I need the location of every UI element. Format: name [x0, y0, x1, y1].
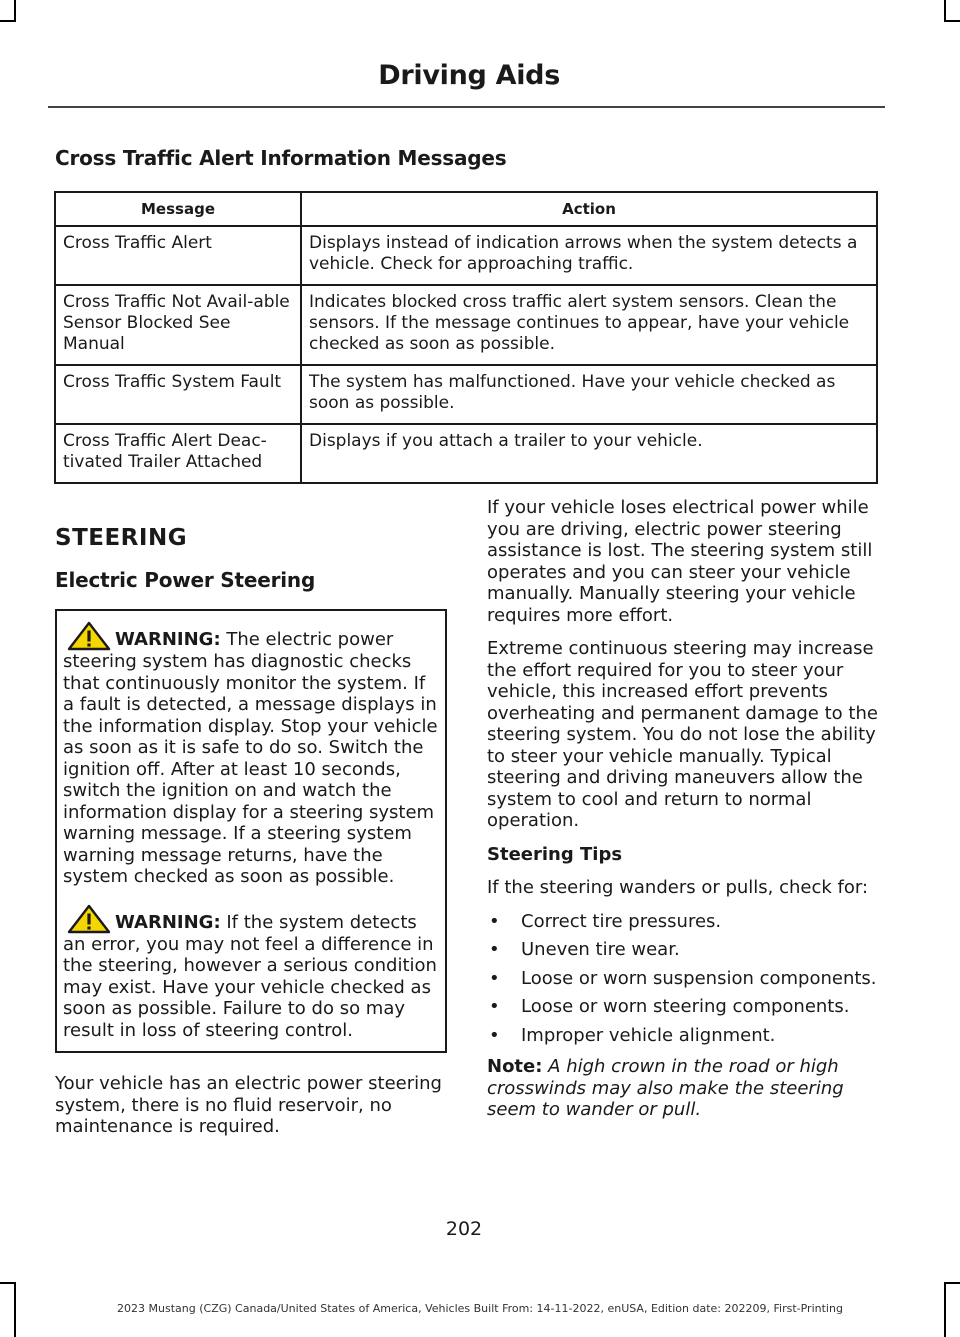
crop-mark-top-left-vertical: [14, 0, 16, 22]
eps-intro-paragraph: Your vehicle has an electric power steering system, there is no fluid reservoir, no maintenance is required.: [55, 1073, 442, 1137]
warning-text: The electric power steering system has diagnostic checks that continuously monitor the system. If a fault is detected, a message displays in the information display. Stop your vehicle as soon as it is safe to do so. Switch the ignition off. After at least 10 seconds, switch the ignition on and watch the information display for a steering system warning message. If a steering system warning message returns, have the system checked as soon as possible.: [63, 629, 438, 887]
table-row: [55, 285, 877, 365]
steering-tips-heading: Steering Tips: [487, 843, 623, 865]
action-cell: Displays instead of indication arrows when the system detects a vehicle. Check for approaching traffic.: [301, 226, 877, 285]
warning-paragraph: [63, 904, 439, 1042]
page-header-title: Driving Aids: [378, 60, 560, 91]
footer-edition-line: 2023 Mustang (CZG) Canada/United States of America, Vehicles Built From: 14-11-2022, enUSA, Edition date: 202209, First-Printing: [117, 1302, 843, 1315]
table-row: [55, 424, 877, 483]
crop-mark-top-left-horizontal: [0, 20, 16, 22]
table-row: [55, 365, 877, 424]
crop-mark-bottom-left-horizontal: [0, 1282, 16, 1284]
steering-tips-intro: If the steering wanders or pulls, check for:: [487, 877, 869, 898]
crop-mark-bottom-right-horizontal: [944, 1282, 960, 1284]
cta-section-title: Cross Traffic Alert Information Messages: [55, 146, 507, 170]
column-header-message: Message: [55, 192, 301, 226]
cta-messages-table: [54, 191, 878, 484]
left-column: [55, 525, 447, 1150]
list-item: [487, 939, 880, 961]
steering-tips-list: [487, 911, 880, 1047]
steering-heading: STEERING: [55, 525, 188, 551]
message-cell: Cross Traffic System Fault: [55, 365, 301, 424]
crop-mark-top-right-vertical: [944, 0, 946, 22]
table-header-row: [55, 192, 877, 226]
warning-label: WARNING:: [115, 629, 221, 650]
message-cell: Cross Traffic Alert Deac-tivated Trailer Attached: [55, 424, 301, 483]
warning-paragraph: [63, 621, 439, 888]
header-rule: [48, 106, 885, 108]
list-item: [487, 968, 880, 990]
warning-triangle-icon: [67, 904, 111, 934]
action-cell: Displays if you attach a trailer to your vehicle.: [301, 424, 877, 483]
list-item: [487, 1025, 880, 1047]
list-item-text: Loose or worn steering components.: [521, 996, 850, 1017]
message-cell: Cross Traffic Alert: [55, 226, 301, 285]
right-column: [487, 497, 880, 1133]
action-cell: Indicates blocked cross traffic alert system sensors. Clean the sensors. If the message continues to appear, have your vehicle checked as soon as possible.: [301, 285, 877, 365]
warning-text: If the system detects an error, you may not feel a difference in the steering, however a serious condition may exist. Have your vehicle checked as soon as possible. Failure to do so may result in loss of steering control.: [63, 911, 437, 1041]
continuous-steering-paragraph: Extreme continuous steering may increase the effort required for you to steer your vehicle, this increased effort prevents overheating and permanent damage to the steering system. You do not lose the ability to steer your vehicle manually. Typical steering and driving maneuvers allow the system to cool and return to normal operation.: [487, 638, 878, 831]
list-item-text: Improper vehicle alignment.: [521, 1024, 776, 1046]
table-row: [55, 226, 877, 285]
list-item-text: Correct tire pressures.: [521, 910, 722, 932]
note-text: A high crown in the road or high crosswinds may also make the steering seem to wander or pull.: [487, 1056, 844, 1120]
warning-label: WARNING:: [115, 911, 221, 933]
crop-mark-top-right-horizontal: [944, 20, 960, 22]
note-paragraph: [487, 1056, 880, 1121]
bullet: •: [489, 1024, 500, 1046]
eps-subheading: Electric Power Steering: [55, 567, 316, 592]
list-item-text: Loose or worn suspension components.: [521, 967, 877, 989]
bullet: •: [489, 939, 500, 960]
list-item: [487, 996, 880, 1018]
power-loss-paragraph: If your vehicle loses electrical power while you are driving, electric power steering assistance is lost. The steering system still operates and you can steer your vehicle manually. Manually steering your vehicle requires more effort.: [487, 497, 873, 626]
warnings-box: [55, 609, 447, 1053]
message-cell: Cross Traffic Not Avail-able Sensor Blocked See Manual: [55, 285, 301, 365]
bullet: •: [489, 996, 500, 1017]
note-label: Note:: [487, 1056, 543, 1077]
bullet: •: [489, 967, 500, 989]
column-header-action: Action: [301, 192, 877, 226]
page-number: 202: [445, 1218, 483, 1240]
list-item: [487, 911, 880, 933]
action-cell: The system has malfunctioned. Have your vehicle checked as soon as possible.: [301, 365, 877, 424]
warning-triangle-icon: [67, 621, 111, 651]
bullet: •: [489, 910, 500, 932]
list-item-text: Uneven tire wear.: [521, 939, 680, 960]
